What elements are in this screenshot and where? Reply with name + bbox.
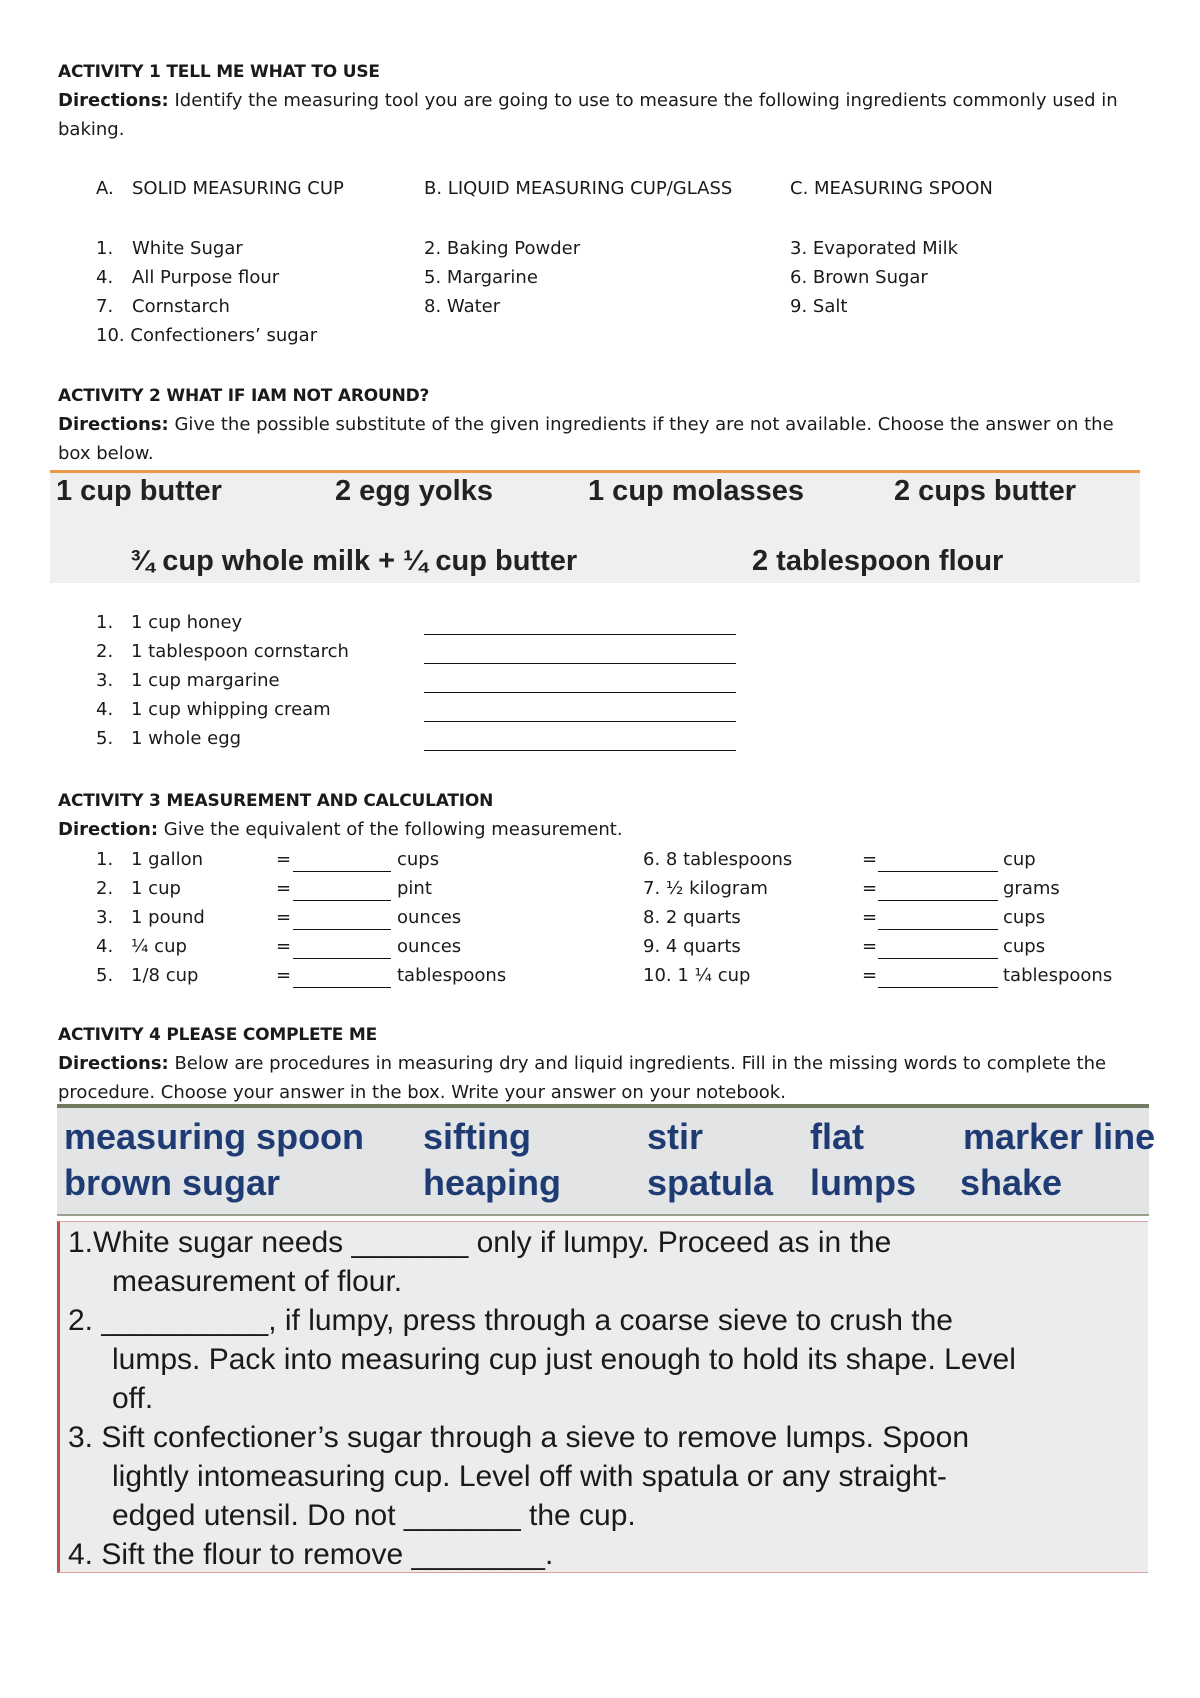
list-item: 1 cup honey [131,612,243,633]
unit-label: ounces [397,907,462,928]
list-item-num: 7. [96,296,114,317]
list-item: 1 cup whipping cream [131,699,331,720]
choice-c-label: C. MEASURING SPOON [790,178,993,199]
unit-label: cups [1003,936,1046,957]
activity2-title: ACTIVITY 2 WHAT IF IAM NOT AROUND? [58,386,430,406]
list-item: 6. 8 tablespoons [643,849,793,870]
activity2-directions: Directions: Give the possible substitute of the given ingredients if they are not available. Choose the answer on the box below. [58,414,1114,464]
activity4-directions: Directions: Below are procedures in measuring dry and liquid ingredients. Fill in the missing words to complete the procedure. Choose your answer in the box. Write your answer on your notebook. [58,1053,1107,1103]
activity3-title: ACTIVITY 3 MEASUREMENT AND CALCULATION [58,791,494,811]
activity4-title: ACTIVITY 4 PLEASE COMPLETE ME [58,1025,378,1045]
word-option: heaping [423,1162,562,1203]
list-item-num: 5. [96,728,114,749]
list-item-num: 1. [96,238,114,259]
procedure-line: off. [112,1382,154,1415]
equals-sign: = [276,878,292,899]
equals-sign: = [862,936,878,957]
equals-sign: = [276,936,292,957]
unit-label: tablespoons [1003,965,1113,986]
choice-b-label: B. LIQUID MEASURING CUP/GLASS [424,178,733,199]
answer-blank[interactable] [878,900,998,901]
word-option: sifting [423,1116,531,1157]
list-item-num: 1. [96,849,114,870]
answer-blank[interactable] [293,900,391,901]
answer-blank[interactable] [424,634,736,635]
procedure-line: 3. Sift confectioner’s sugar through a sieve to remove lumps. Spoon [68,1421,970,1454]
word-bank-box [57,1104,1156,1216]
word-option: flat [810,1116,864,1157]
unit-label: ounces [397,936,462,957]
equals-sign: = [276,849,292,870]
unit-label: tablespoons [397,965,507,986]
list-item: White Sugar [132,238,243,259]
list-item: 1 gallon [131,849,204,870]
equals-sign: = [276,907,292,928]
answer-blank[interactable] [424,692,736,693]
answer-option: 2 egg yolks [335,475,493,507]
list-item-num: 2. [96,878,114,899]
equals-sign: = [276,965,292,986]
list-item: 10. Confectioners’ sugar [96,325,318,346]
list-item-num: 4. [96,936,114,957]
procedure-box [57,1221,1148,1573]
procedure-line: 2. __________, if lumpy, press through a coarse sieve to crush the [68,1304,953,1337]
word-option: stir [647,1116,704,1157]
list-item: 10. 1 ¼ cup [643,965,751,986]
answer-blank[interactable] [293,929,391,930]
equals-sign: = [862,878,878,899]
answer-blank[interactable] [878,958,998,959]
answer-blank[interactable] [424,663,736,664]
word-option: measuring spoon [64,1116,365,1157]
list-item: 1 tablespoon cornstarch [131,641,349,662]
word-option: shake [960,1162,1063,1203]
unit-label: cups [397,849,440,870]
activity3-directions: Direction: Give the equivalent of the following measurement. [58,819,623,840]
answer-option: 1 cup molasses [588,475,804,507]
list-item-num: 5. [96,965,114,986]
list-item: 1 cup margarine [131,670,280,691]
word-option: marker line [963,1116,1156,1157]
list-item-num: 3. [96,670,114,691]
choice-a-label: SOLID MEASURING CUP [132,178,344,199]
list-item: Cornstarch [132,296,230,317]
list-item: 1/8 cup [131,965,199,986]
answer-blank[interactable] [878,929,998,930]
list-item: 9. 4 quarts [643,936,741,957]
list-item: 9. Salt [790,296,848,317]
list-item: 5. Margarine [424,267,538,288]
answer-blank[interactable] [424,750,736,751]
list-item: ¼ cup [131,936,187,957]
list-item: 6. Brown Sugar [790,267,928,288]
list-item-num: 1. [96,612,114,633]
list-item: All Purpose flour [132,267,280,288]
list-item-num: 4. [96,699,114,720]
answer-option: 2 tablespoon flour [752,545,1004,577]
list-item: 3. Evaporated Milk [790,238,959,259]
answer-blank[interactable] [424,721,736,722]
answer-blank[interactable] [878,871,998,872]
unit-label: cups [1003,907,1046,928]
list-item: 8. Water [424,296,501,317]
list-item: 1 cup [131,878,181,899]
procedure-line: 1.White sugar needs _______ only if lumpy. Proceed as in the [68,1226,892,1259]
equals-sign: = [862,907,878,928]
choice-a-letter: A. [96,178,114,199]
list-item-num: 4. [96,267,114,288]
substitute-answer-box [50,470,1140,583]
unit-label: cup [1003,849,1036,870]
word-option: lumps [810,1162,917,1203]
answer-blank[interactable] [293,871,391,872]
procedure-line: lightly intomeasuring cup. Level off with spatula or any straight- [112,1460,947,1493]
answer-blank[interactable] [878,987,998,988]
activity1-directions: Directions: Identify the measuring tool you are going to use to measure the following ingredients commonly used in baking. [58,90,1118,140]
unit-label: grams [1003,878,1060,899]
procedure-line: 4. Sift the flour to remove ________. [68,1538,554,1571]
list-item: 1 pound [131,907,205,928]
activity1-title: ACTIVITY 1 TELL ME WHAT TO USE [58,62,380,82]
procedure-line: edged utensil. Do not _______ the cup. [112,1499,636,1532]
list-item-num: 2. [96,641,114,662]
procedure-line: measurement of flour. [112,1265,403,1298]
list-item: 8. 2 quarts [643,907,741,928]
answer-option: 2 cups butter [894,475,1077,507]
answer-option: ¾ cup whole milk + ¼ cup butter [130,545,578,577]
equals-sign: = [862,965,878,986]
unit-label: pint [397,878,432,899]
procedure-line: lumps. Pack into measuring cup just enough to hold its shape. Level [112,1343,1016,1376]
list-item: 2. Baking Powder [424,238,581,259]
list-item: 7. ½ kilogram [643,878,768,899]
list-item: 1 whole egg [131,728,242,749]
word-option: brown sugar [64,1162,281,1203]
answer-option: 1 cup butter [56,475,222,507]
answer-blank[interactable] [293,987,391,988]
equals-sign: = [862,849,878,870]
word-option: spatula [647,1162,774,1203]
answer-blank[interactable] [293,958,391,959]
list-item-num: 3. [96,907,114,928]
